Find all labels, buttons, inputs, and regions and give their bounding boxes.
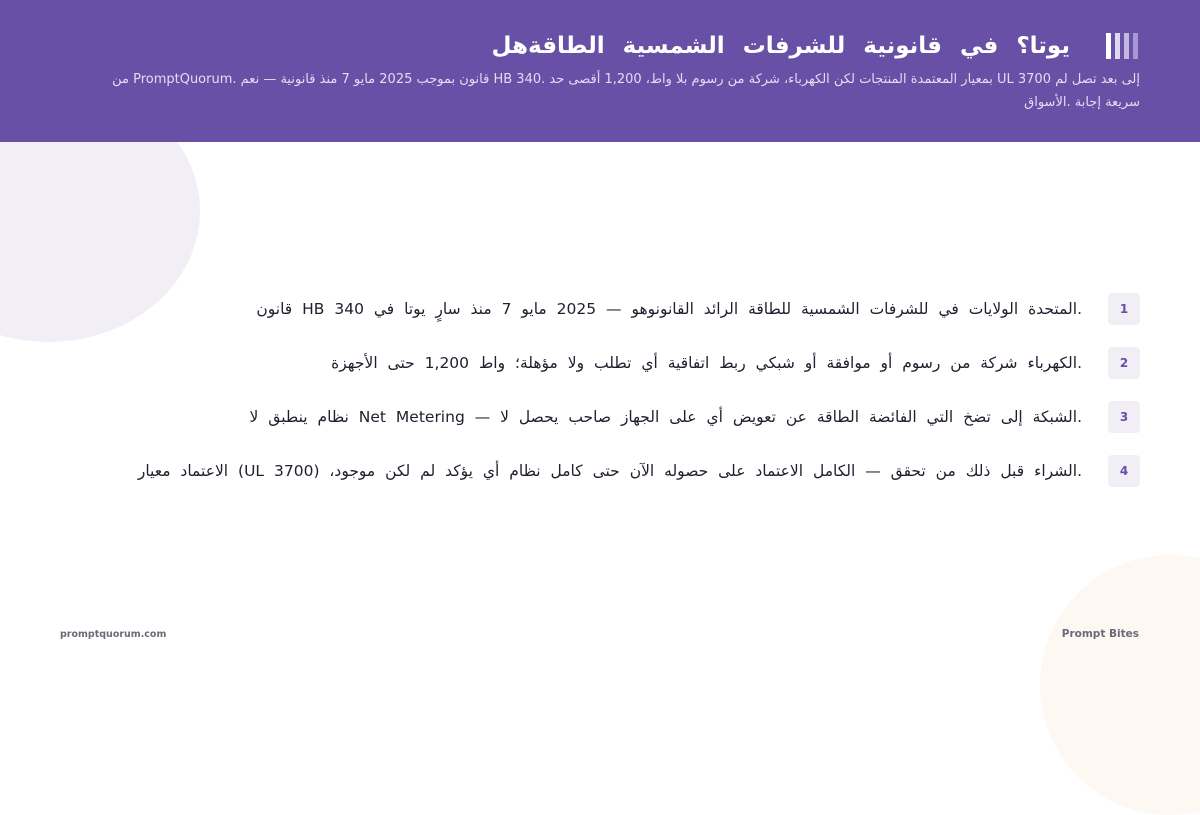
item-text: .المتحدة الولايات في للشرفات الشمسية للطاقة الرائد القانونوهو — 2025 مايو 7 منذ سارٍ يوتا في HB 340 قانون — [256, 300, 1082, 318]
points-list — [60, 292, 1140, 508]
logo-bar — [1133, 33, 1138, 59]
list-item — [60, 346, 1140, 380]
item-number-badge: 4 — [1108, 455, 1140, 487]
item-number-badge: 3 — [1108, 401, 1140, 433]
bars-logo-icon — [1106, 33, 1140, 59]
page-subtitle: إلى بعد تصل لم UL 3700 بمعيار المعتمدة المنتجات لكن الكهرباء، شركة من رسوم بلا واط، 1,200 أقصى حد .HB 340 قانون بموجب 2025 مايو 7 منذ قانونية — نعم .PromptQuorum من سريعة إجابة .الأسواق — [112, 72, 1140, 110]
item-text: .الكهرباء شركة من رسوم أو موافقة أو شبكي ربط اتفاقية أي تطلب ولا مؤهلة؛ واط 1,200 حتى الأجهزة — [331, 354, 1082, 372]
logo-bar — [1106, 33, 1111, 59]
item-number-badge: 1 — [1108, 293, 1140, 325]
footer-brand: Prompt Bites — [1061, 628, 1139, 640]
item-text: .الشبكة إلى تضخ التي الفائضة الطاقة عن تعويض أي على الجهاز صاحب يحصل لا — Net Metering نظام ينطبق لا — [249, 408, 1082, 426]
item-number-badge: 2 — [1108, 347, 1140, 379]
list-item — [60, 454, 1140, 488]
header-banner — [0, 0, 1200, 142]
list-item — [60, 292, 1140, 326]
item-text: .الشراء قبل ذلك من تحقق — الكامل الاعتماد على حصوله الآن حتى كامل نظام أي يؤكد لم لكن موجود، (UL 3700) الاعتماد معيار — [137, 462, 1082, 480]
footer-url[interactable]: promptquorum.com — [60, 629, 167, 640]
list-item — [60, 400, 1140, 434]
decorative-circle-right — [1040, 555, 1200, 815]
logo-bar — [1115, 33, 1120, 59]
page-title: يوتا؟ في قانونية للشرفات الشمسية الطاقةهل — [491, 33, 1070, 59]
logo-bar — [1124, 33, 1129, 59]
